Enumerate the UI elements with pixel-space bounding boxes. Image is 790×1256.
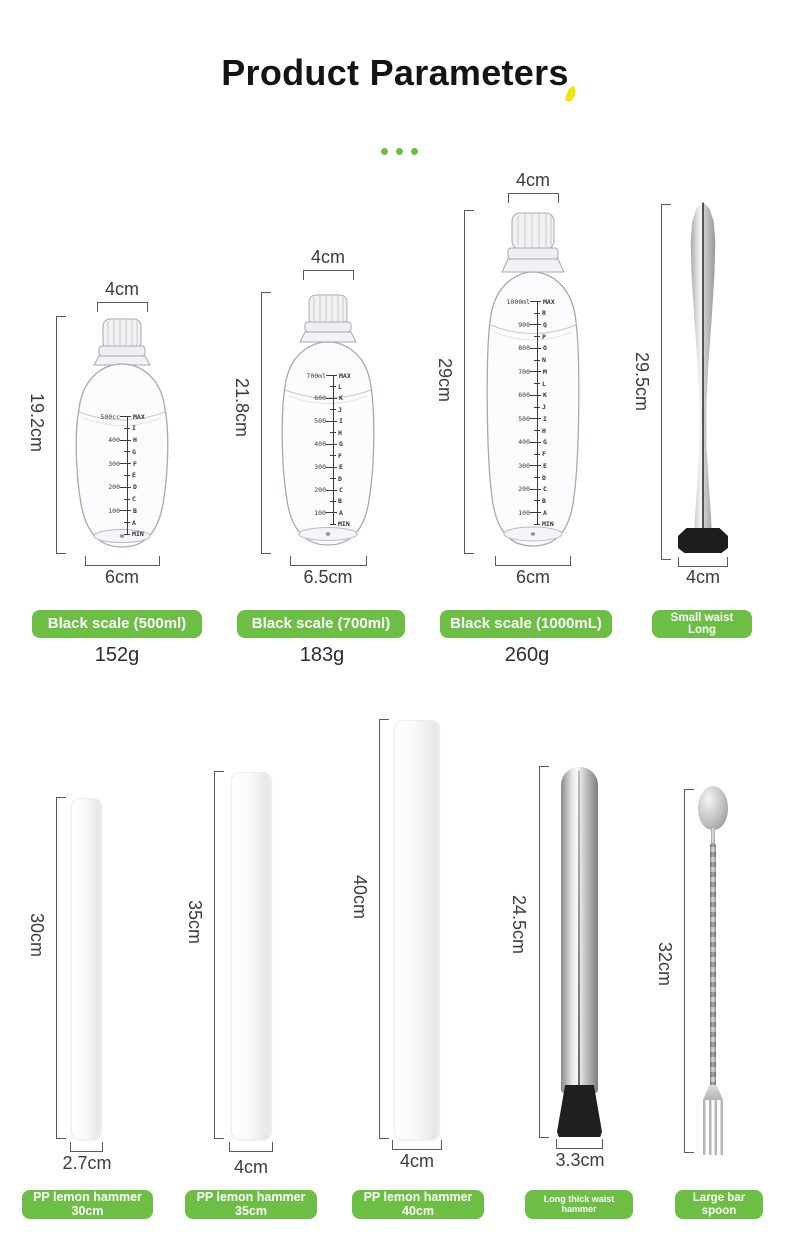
weight-label: 260g	[504, 644, 550, 666]
top-width-label: 4cm	[515, 170, 550, 190]
fork-head-icon	[703, 1085, 723, 1100]
bottom-width-label: 6cm	[515, 567, 550, 587]
top-width-bracket	[303, 270, 354, 280]
height-label: 24.5cm	[509, 895, 529, 955]
bottom-width-bracket	[70, 1142, 103, 1152]
page-title: Product Parameters	[221, 52, 569, 93]
muddler-shaft-icon	[688, 202, 718, 534]
product-label-badge: Long thick waist hammer	[525, 1190, 633, 1219]
muddler-seam-icon	[578, 771, 580, 1089]
height-bracket	[214, 771, 224, 1139]
muddler-rubber-base-icon	[678, 528, 728, 553]
height-bracket	[661, 204, 671, 560]
shaker-500-graphic	[70, 316, 174, 556]
fork-tines-icon	[703, 1099, 723, 1155]
shaker-700-graphic	[275, 292, 381, 554]
product-label-badge: PP lemon hammer 40cm	[352, 1190, 484, 1219]
height-label: 29cm	[435, 358, 455, 403]
bottom-width-bracket	[678, 557, 728, 567]
height-bracket	[539, 766, 549, 1138]
top-width-label: 4cm	[310, 247, 345, 267]
height-bracket	[261, 292, 271, 554]
spoon-twisted-shaft-icon	[710, 843, 716, 1087]
pp-hammer-35-graphic	[231, 772, 272, 1140]
height-label: 29.5cm	[632, 352, 652, 412]
height-bracket	[684, 789, 694, 1153]
height-label: 35cm	[185, 900, 205, 945]
bottom-width-bracket	[392, 1140, 442, 1150]
bottom-width-label: 2.7cm	[62, 1153, 112, 1173]
height-bracket	[379, 719, 389, 1139]
height-bracket	[464, 210, 474, 554]
bottom-width-bracket	[85, 556, 160, 566]
dot-icon	[381, 148, 388, 155]
product-label-badge: Small waist Long	[652, 610, 752, 638]
product-label-badge: Black scale (1000mL)	[440, 610, 612, 638]
measuring-scale: 500cc MAX I 400 H G 300 F E 200 D C 100 B A MIN	[94, 413, 152, 538]
dot-icon	[396, 148, 403, 155]
bottom-width-label: 4cm	[685, 567, 720, 587]
height-label: 30cm	[27, 913, 47, 958]
height-label: 32cm	[655, 942, 675, 987]
divider-dots	[381, 148, 418, 155]
pp-hammer-30-graphic	[71, 798, 102, 1140]
height-bracket	[56, 316, 66, 554]
height-label: 21.8cm	[232, 378, 252, 438]
dot-icon	[411, 148, 418, 155]
weight-label: 152g	[94, 644, 140, 666]
product-label-badge: PP lemon hammer 35cm	[185, 1190, 317, 1219]
pp-hammer-40-graphic	[394, 720, 440, 1140]
product-label-badge: Large bar spoon	[675, 1190, 763, 1219]
thick-muddler-graphic	[557, 767, 602, 1137]
product-label-badge: PP lemon hammer 30cm	[22, 1190, 153, 1219]
height-label: 19.2cm	[27, 393, 47, 453]
product-label-badge: Black scale (500ml)	[32, 610, 202, 638]
bottom-width-bracket	[556, 1139, 603, 1149]
bottom-width-bracket	[495, 556, 571, 566]
muddler-rubber-base-icon	[557, 1085, 602, 1137]
bottom-width-label: 4cm	[233, 1157, 268, 1177]
height-label: 40cm	[350, 875, 370, 920]
spoon-bowl-icon	[698, 786, 728, 830]
bottom-width-label: 6.5cm	[303, 567, 353, 587]
weight-label: 183g	[299, 644, 345, 666]
bottom-width-bracket	[229, 1142, 273, 1152]
measuring-scale: 700ml MAX L 600 K J 500 I H 400 G F 300 E D 200 C B 100 A MIN	[300, 372, 358, 528]
bottom-width-bracket	[290, 556, 367, 566]
product-label-badge: Black scale (700ml)	[237, 610, 405, 638]
small-waist-muddler-graphic	[678, 202, 728, 553]
bottom-width-label: 3.3cm	[555, 1150, 605, 1170]
top-width-bracket	[508, 193, 559, 203]
bottom-width-label: 6cm	[104, 567, 139, 587]
top-width-bracket	[97, 302, 148, 312]
bar-spoon-graphic	[697, 786, 729, 1156]
shaker-1000-graphic	[481, 210, 586, 554]
top-width-label: 4cm	[104, 279, 139, 299]
height-bracket	[56, 797, 66, 1139]
measuring-scale: 1000ml MAX R 900 Q P 800 O N 700 M L 600 K J 500 I H 400 G F 300 E D 200 C B 100 A MIN	[504, 298, 566, 528]
bottom-width-label: 4cm	[399, 1151, 434, 1171]
